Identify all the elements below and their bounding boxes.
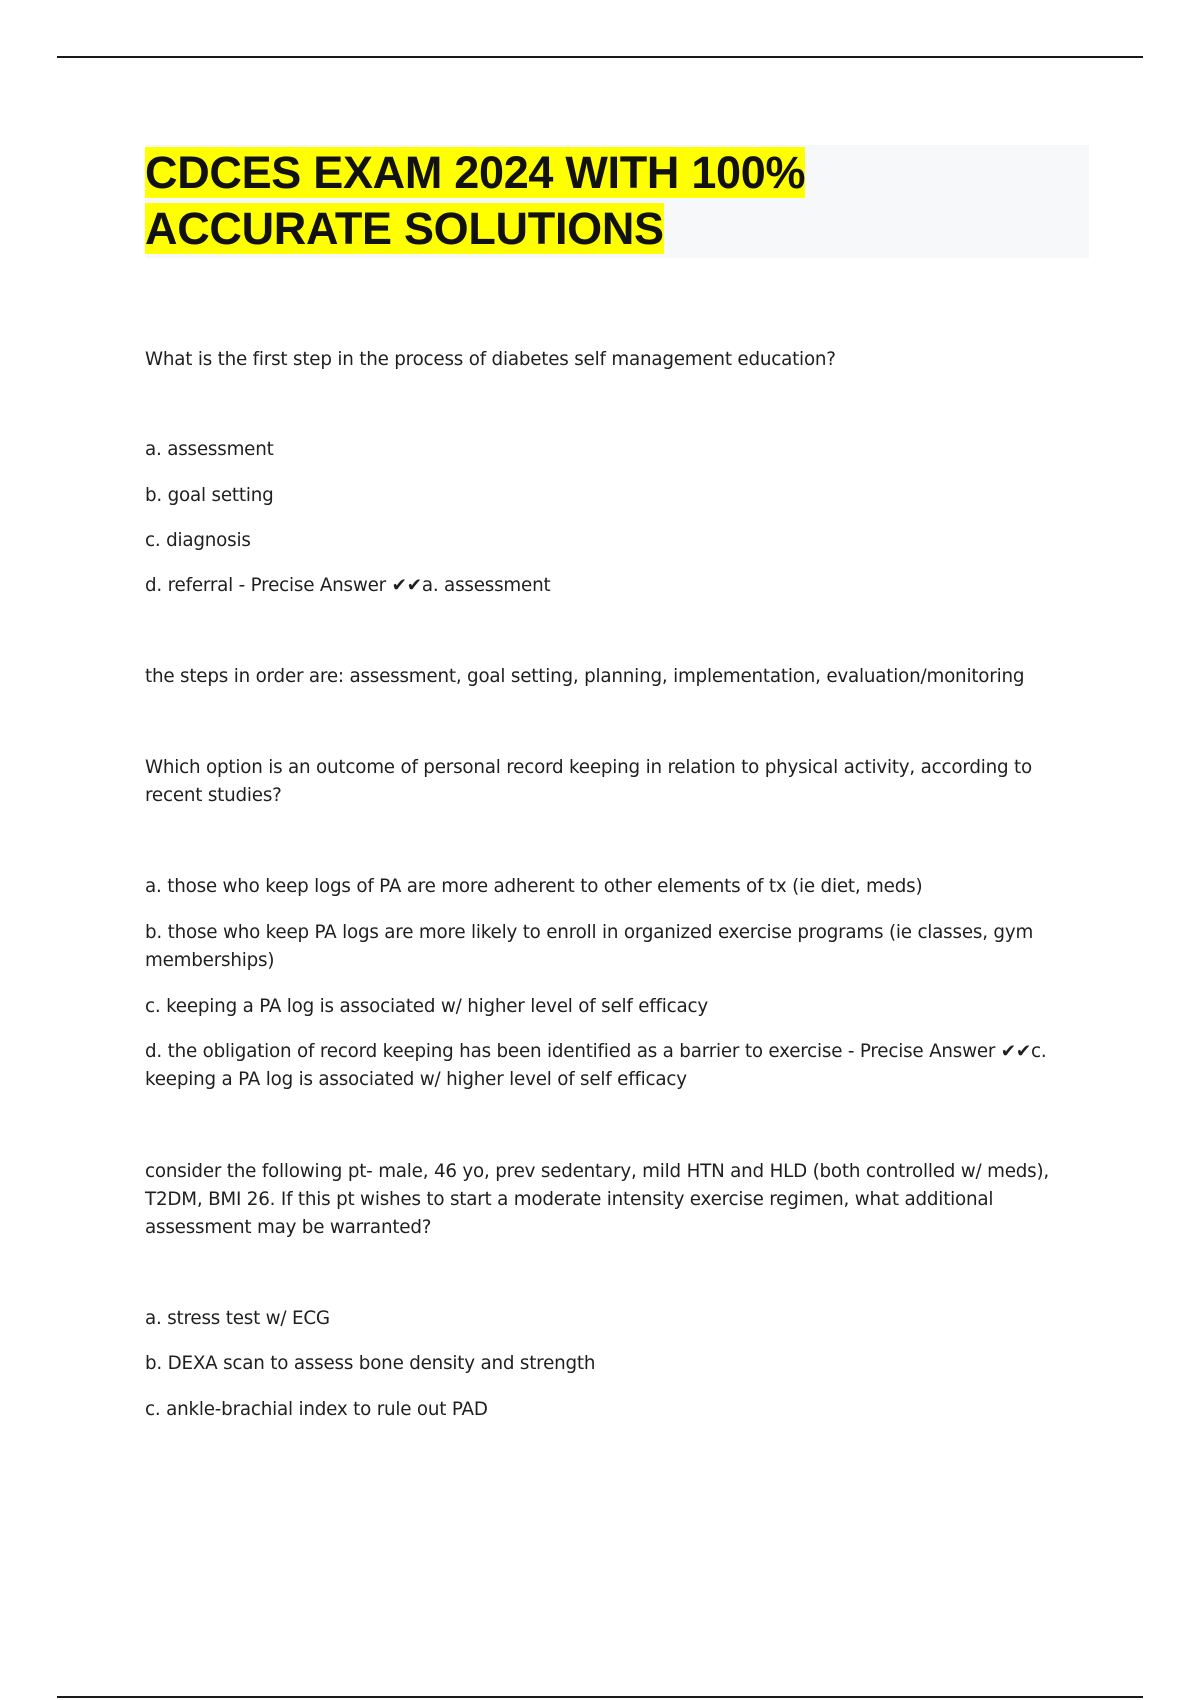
title-line-1: CDCES EXAM 2024 WITH 100%	[145, 147, 806, 198]
q1-option-b: b. goal setting	[145, 485, 274, 506]
q1-option-a: a. assessment	[145, 439, 274, 460]
document-title	[145, 145, 1089, 257]
question-2: Which option is an outcome of personal record keeping in relation to physical activity, according to recent studies?	[145, 757, 1032, 806]
q1-option-d-answer: d. referral - Precise Answer ✔✔a. assessment	[145, 575, 551, 596]
q2-option-a: a. those who keep logs of PA are more adherent to other elements of tx (ie diet, meds)	[145, 876, 923, 897]
title-block	[145, 145, 1089, 258]
q1-explanation: the steps in order are: assessment, goal setting, planning, implementation, evaluation/monitoring	[145, 666, 1025, 687]
document-body	[145, 346, 1075, 1424]
question-1: What is the first step in the process of diabetes self management education?	[145, 349, 836, 370]
q3-option-a: a. stress test w/ ECG	[145, 1308, 330, 1329]
q3-option-b: b. DEXA scan to assess bone density and strength	[145, 1353, 596, 1374]
q2-option-c: c. keeping a PA log is associated w/ higher level of self efficacy	[145, 996, 708, 1017]
top-rule	[57, 56, 1143, 58]
question-3: consider the following pt- male, 46 yo, prev sedentary, mild HTN and HLD (both controlled w/ meds), T2DM, BMI 26. If this pt wishes to start a moderate intensity exercise regimen, what additional assessment may be warranted?	[145, 1161, 1050, 1238]
q2-option-b: b. those who keep PA logs are more likely to enroll in organized exercise programs (ie classes, gym memberships)	[145, 922, 1034, 971]
q2-option-d-answer: d. the obligation of record keeping has been identified as a barrier to exercise - Precise Answer ✔✔c. keeping a PA log is associated w/ higher level of self efficacy	[145, 1041, 1047, 1090]
q3-option-c: c. ankle-brachial index to rule out PAD	[145, 1399, 488, 1420]
bottom-rule	[57, 1696, 1143, 1698]
q1-option-c: c. diagnosis	[145, 530, 251, 551]
title-line-2: ACCURATE SOLUTIONS	[145, 203, 664, 254]
